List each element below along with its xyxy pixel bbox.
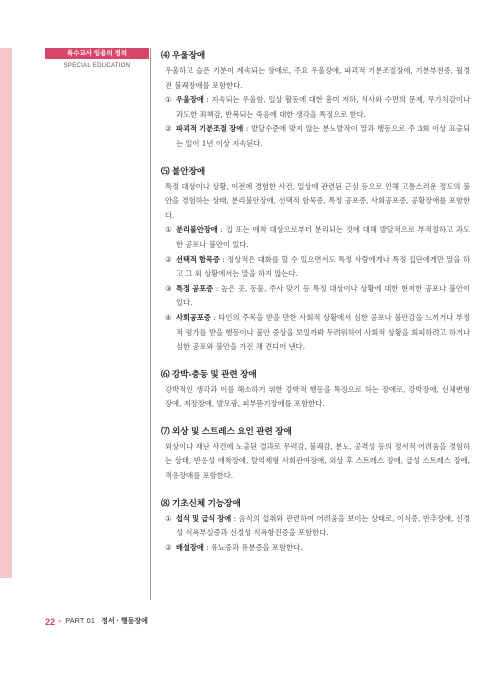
- list-item: [165, 541, 470, 556]
- item-text: : 정상적은 대화를 할 수 있으면서도 특정 사람에게나 특정 집단에게만 말을 하고 그 외 상황에서는 말을 하지 않는다.: [176, 254, 470, 279]
- section-intro: 특정 대상이나 상황, 이전에 경험한 사건, 일상에 관련된 근심 등으로 인해 고통스러운 정도의 불안을 경험하는 상태, 분리불안장애, 선택적 함묵증, 특정 공포증, 사회공포증, 공황장애를 포함한다.: [165, 181, 470, 220]
- left-margin: [0, 0, 150, 675]
- item-number: ①: [165, 513, 172, 523]
- item-text: : 집 또는 애착 대상으로부터 분리되는 것에 대해 발달적으로 부적절하고 과도한 공포나 불안이 있다.: [176, 225, 470, 249]
- item-number: ②: [165, 254, 172, 264]
- item-number: ②: [165, 542, 172, 552]
- book-title-badge: 특수교사 임용의 정석: [45, 48, 149, 59]
- item-term: 분리불안장애: [176, 225, 218, 235]
- section-title: ⑸ 불안장애: [161, 165, 206, 176]
- list-item: [165, 311, 470, 355]
- double-arrow-icon: »: [58, 619, 62, 625]
- section-title: ⑹ 강박-충동 및 관련 장애: [161, 368, 257, 379]
- item-body: [176, 541, 470, 556]
- item-term: 섭식 및 급식 장애: [176, 513, 232, 523]
- page-number: 22: [45, 617, 56, 627]
- item-term: 우울장애: [176, 95, 204, 105]
- section-title: ⑻ 기초신체 기능장애: [161, 497, 241, 508]
- item-number: ③: [165, 283, 172, 293]
- list-item: [165, 122, 470, 151]
- item-body: [176, 223, 470, 252]
- section-ocd: [161, 367, 470, 412]
- item-text: : 발달수준에 맞지 않는 분노발작이 말과 행동으로 주 3회 이상 표출되는 일이 1년 이상 지속된다.: [176, 124, 470, 148]
- item-term: 배설장애: [176, 542, 204, 552]
- section-intro: 강박적인 생각과 이를 해소하기 위한 강박적 행동을 특징으로 하는 장애로, 강박장애, 신체변형장애, 저장장애, 발모광, 피부뜯기장애를 포함한다.: [165, 384, 470, 409]
- page-footer: [45, 616, 345, 628]
- list-item: [165, 93, 470, 122]
- item-text: : 높은 곳, 동물, 주사 맞기 등 특정 대상이나 상황에 대한 현저한 공포나 불안이 있다.: [176, 283, 471, 308]
- item-term: 파괴적 기분조절 장애: [176, 124, 244, 134]
- section-basic-physical: [161, 496, 471, 556]
- item-term: 특정 공포증: [176, 283, 214, 293]
- item-number: ①: [165, 95, 172, 105]
- item-text: : 지속되는 우울함, 일상 활동에 대한 흥미 저하, 식사와 수면의 문제, 무가치감이나 과도한 죄책감, 반복되는 죽음에 대한 생각을 특징으로 한다.: [176, 95, 470, 119]
- section-anxiety: [161, 164, 471, 355]
- pink-margin-bar: [0, 48, 12, 578]
- section-title: ⑷ 우울장애: [161, 50, 206, 60]
- item-body: [176, 93, 470, 122]
- section-trauma: [161, 424, 470, 484]
- section-title: ⑺ 외상 및 스트레스 요인 관련 장애: [161, 425, 292, 436]
- item-text: : 타인의 주목을 받을 만한 사회적 상황에서 심한 공포나 불안감을 느끼거나 부정적 평가를 받을 행동이나 불안 증상을 보일까봐 두려워하여 사회적 상황을 회피하려고 하거나 심한 공포와 불안을 가진 채 견디어 낸다.: [176, 312, 470, 352]
- item-term: 선택적 함묵증: [176, 254, 220, 264]
- item-text: : 유뇨증과 유분증을 포함한다.: [203, 542, 303, 552]
- margin-divider: [150, 48, 151, 600]
- section-depression: [161, 48, 470, 152]
- item-text: : 음식의 섭취와 관련하여 어려움을 보이는 상태로, 이식증, 반추장애, 신경성 식욕부실증과 신경성 식욕항진증을 포함한다.: [176, 513, 471, 538]
- list-item: [165, 282, 470, 311]
- item-number: ②: [165, 124, 172, 134]
- chapter-title: 정서 · 행동장애: [101, 618, 148, 625]
- item-body: [176, 253, 470, 282]
- item-body: [176, 122, 470, 151]
- item-number: ①: [165, 225, 172, 235]
- item-number: ④: [165, 312, 172, 322]
- item-term: 사회공포증: [176, 312, 211, 322]
- section-intro: 우울하고 슬픈 기분이 계속되는 장애로, 주요 우울장애, 파괴적 기분조절장애, 기분부전증, 월경 전 불쾌장애를 포함한다.: [165, 66, 470, 90]
- item-body: [176, 311, 470, 355]
- list-item: [165, 253, 470, 282]
- part-label: PART 01: [65, 618, 96, 625]
- item-body: [176, 512, 470, 541]
- section-intro: 외상이나 재난 사건에 노출된 결과로 무력감, 불쾌감, 분노, 공격성 등의 정서적 어려움을 경험하는 상태, 반응성 애착장애, 탈억제형 사회관여장애, 외상 후 스트레스 장애, 급성 스트레스 장애, 적응장애를 포함한다.: [165, 441, 470, 481]
- main-content: [161, 48, 471, 555]
- list-item: [165, 512, 470, 541]
- item-body: [176, 282, 470, 311]
- book-subtitle: SPECIAL EDUCATION: [63, 63, 131, 69]
- list-item: [165, 223, 470, 252]
